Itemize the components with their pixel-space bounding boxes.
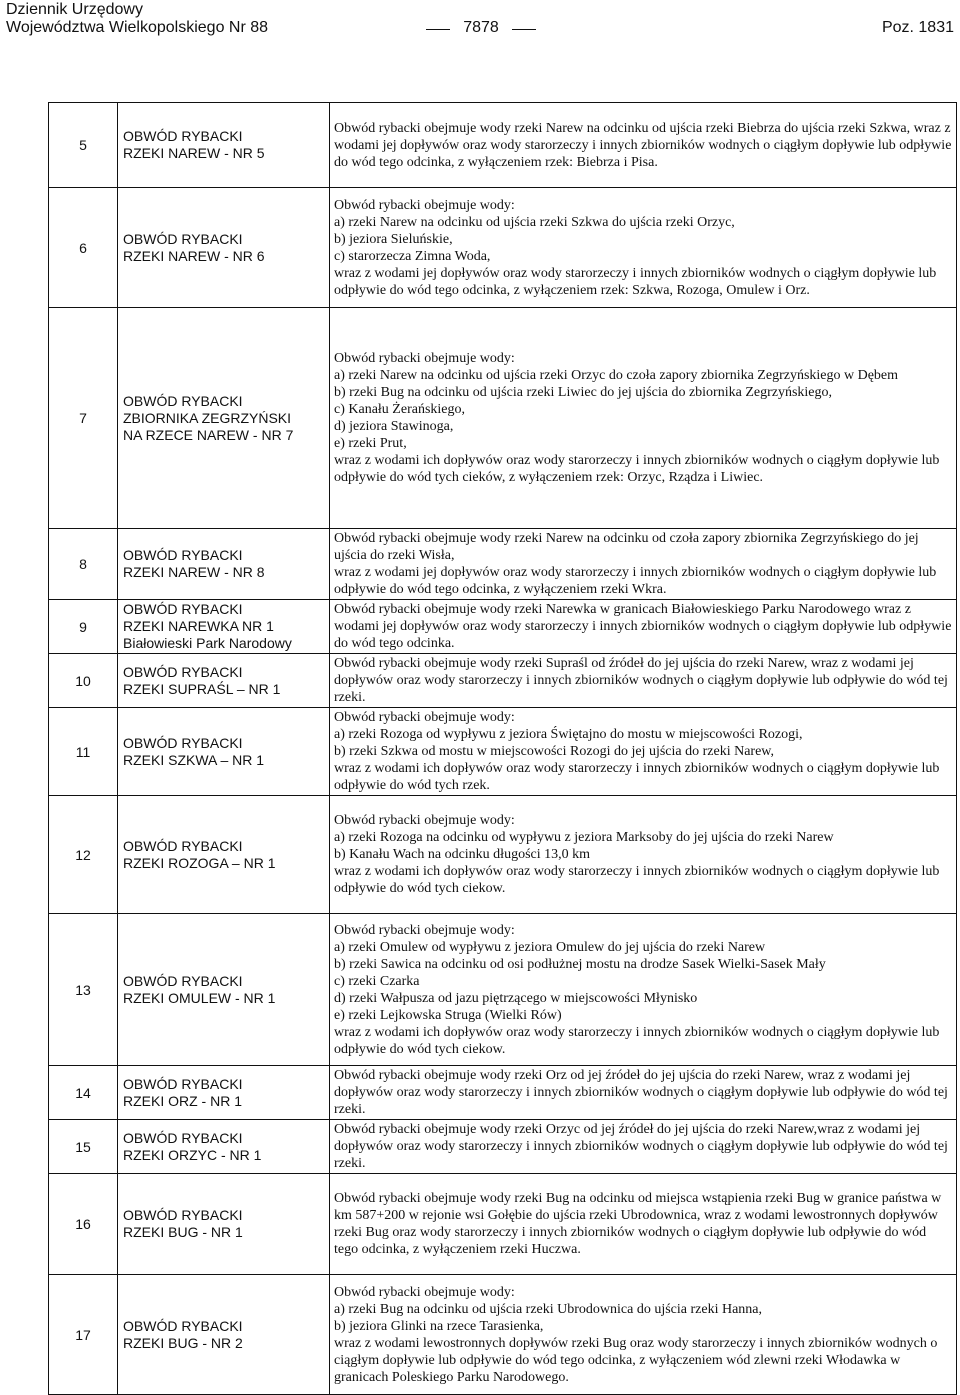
description-line: c) starorzecza Zimna Woda, (334, 248, 491, 264)
fishing-districts-table (48, 102, 957, 1395)
table-row (49, 654, 957, 708)
description-line: c) rzeki Czarka (334, 973, 420, 989)
district-name: OBWÓD RYBACKI RZEKI NAREW - NR 8 (118, 529, 330, 600)
table-row (49, 796, 957, 914)
table-row (49, 529, 957, 600)
row-number: 7 (49, 308, 118, 529)
description-line: wraz z wodami ich dopływów oraz wody starorzeczy i innych zbiorników wodnych o ciągłym dopływie lub odpływie do wód tych cieków, z wyłączeniem rzek: Orzyc, Rządza i Liwiec. (334, 453, 940, 485)
description-line: d) jeziora Stawinoga, (334, 419, 454, 434)
row-number: 10 (49, 654, 118, 708)
row-number: 14 (49, 1066, 118, 1120)
table-row (49, 1120, 957, 1174)
description-line: Obwód rybacki obejmuje wody rzeki Supraśl od źródeł do jej ujścia do rzeki Narew, wraz z wodami jej dopływów oraz wody starorzeczy i innych zbiorników wodnych o ciągłym dopływie lub odpływie do wód tej rzeki. (334, 656, 948, 705)
description-line: c) Kanału Żerańskiego, (334, 402, 465, 417)
description-line: e) rzeki Prut, (334, 436, 407, 451)
description-line: b) rzeki Szkwa od mostu w miejscowości Rozogi do jej ujścia do rzeki Narew, (334, 744, 774, 759)
table-row (49, 914, 957, 1066)
table-row (49, 188, 957, 308)
page-number: 7878 (426, 19, 536, 37)
row-number: 15 (49, 1120, 118, 1174)
district-name: OBWÓD RYBACKI ZBIORNIKA ZEGRZYŃSKI NA RZECE NAREW - NR 7 (118, 308, 330, 529)
row-number: 17 (49, 1275, 118, 1395)
description-line: a) rzeki Bug na odcinku od ujścia rzeki Ubrodownica do ujścia rzeki Hanna, (334, 1301, 763, 1317)
row-number: 11 (49, 708, 118, 796)
description-line: Obwód rybacki obejmuje wody: (334, 1284, 515, 1300)
description-line: wraz z wodami jej dopływów oraz wody starorzeczy i innych zbiorników wodnych o ciągłym dopływie lub odpływie do wód tego odcinka, z wyłączeniem rzeki Wkra. (334, 565, 937, 597)
district-description (330, 188, 957, 308)
row-number: 8 (49, 529, 118, 600)
district-name: OBWÓD RYBACKI RZEKI NAREW - NR 6 (118, 188, 330, 308)
description-line: b) jeziora Glinki na rzece Tarasienka, (334, 1318, 544, 1334)
district-name: OBWÓD RYBACKI RZEKI SZKWA – NR 1 (118, 708, 330, 796)
district-description (330, 1066, 957, 1120)
district-name: OBWÓD RYBACKI RZEKI NAREWKA NR 1 Białowieski Park Narodowy (118, 600, 330, 654)
description-line: wraz z wodami ich dopływów oraz wody starorzeczy i innych zbiorników wodnych o ciągłym dopływie lub odpływie do wód tych ciekow. (334, 1024, 940, 1057)
district-name: OBWÓD RYBACKI RZEKI OMULEW - NR 1 (118, 914, 330, 1066)
district-description (330, 914, 957, 1066)
district-description (330, 796, 957, 914)
row-number: 9 (49, 600, 118, 654)
description-line: Obwód rybacki obejmuje wody: (334, 710, 515, 725)
description-line: Obwód rybacki obejmuje wody rzeki Orzyc od jej źródeł do jej ujścia do rzeki Narew,wraz z wodami jej dopływów oraz wody starorzeczy i innych zbiorników wodnych o ciągłym dopływie lub odpływie do wód tej rzeki. (334, 1122, 948, 1171)
district-description (330, 654, 957, 708)
description-line: b) rzeki Bug na odcinku od ujścia rzeki Liwiec do jej ujścia do zbiornika Zegrzyńskiego, (334, 385, 833, 400)
journal-issue: Województwa Wielkopolskiego Nr 88 (6, 19, 269, 36)
district-description (330, 708, 957, 796)
table-row (49, 1174, 957, 1275)
district-name: OBWÓD RYBACKI RZEKI ORZYC - NR 1 (118, 1120, 330, 1174)
table-row (49, 600, 957, 654)
description-line: a) rzeki Rozoga na odcinku od wypływu z jeziora Marksoby do jej ujścia do rzeki Narew (334, 830, 834, 845)
district-name: OBWÓD RYBACKI RZEKI ORZ - NR 1 (118, 1066, 330, 1120)
description-line: wraz z wodami jej dopływów oraz wody starorzeczy i innych zbiorników wodnych o ciągłym dopływie lub odpływie do wód tego odcinka, z wyłączeniem rzek: Szkwa, Rozoga, Omulew i Orz. (334, 265, 937, 298)
row-number: 16 (49, 1174, 118, 1275)
description-line: b) Kanału Wach na odcinku długości 13,0 km (334, 847, 591, 862)
row-number: 6 (49, 188, 118, 308)
row-number: 5 (49, 103, 118, 188)
description-line: a) rzeki Narew na odcinku od ujścia rzeki Szkwa do ujścia rzeki Orzyc, (334, 214, 735, 230)
description-line: a) rzeki Omulew od wypływu z jeziora Omulew do jej ujścia do rzeki Narew (334, 939, 766, 955)
description-line: a) rzeki Narew na odcinku od ujścia rzeki Orzyc do czoła zapory zbiornika Zegrzyńskiego w Dębem (334, 368, 899, 383)
description-line: Obwód rybacki obejmuje wody rzeki Orz od jej źródeł do jej ujścia do rzeki Narew, wraz z wodami jej dopływów oraz wody starorzeczy i innych zbiorników wodnych o ciągłym dopływie lub odpływie do wód tej rzeki. (334, 1068, 948, 1117)
table-row (49, 103, 957, 188)
description-line: Obwód rybacki obejmuje wody: (334, 197, 515, 213)
description-line: wraz z wodami lewostronnych dopływów rzeki Bug oraz wody starorzeczy i innych zbiorników wodnych o ciągłym dopływie lub odpływie do wód tego odcinka, z wyłączeniem wód zlewni rzeki Włodawka w granicach Poleskiego Parku Narodowego. (334, 1335, 938, 1385)
description-line: Obwód rybacki obejmuje wody rzeki Narew na odcinku od ujścia rzeki Biebrza do ujścia rzeki Szkwa, wraz z wodami jej dopływów oraz wody starorzeczy i innych zbiorników wodnych o ciągłym dopływie lub odpływie do wód tego odcinka, z wyłączeniem rzek: Biebrza i Pisa. (334, 120, 952, 170)
description-line: Obwód rybacki obejmuje wody rzeki Narew na odcinku od czoła zapory zbiornika Zegrzyńskiego do jej ujścia do rzeki Wisła, (334, 531, 919, 563)
row-number: 12 (49, 796, 118, 914)
table-row (49, 1275, 957, 1395)
description-line: b) jeziora Sieluńskie, (334, 231, 453, 247)
district-description (330, 600, 957, 654)
description-line: Obwód rybacki obejmuje wody: (334, 351, 515, 366)
district-name: OBWÓD RYBACKI RZEKI BUG - NR 2 (118, 1275, 330, 1395)
district-description (330, 1275, 957, 1395)
row-number: 13 (49, 914, 118, 1066)
table-row (49, 708, 957, 796)
position-number: Poz. 1831 (881, 19, 954, 36)
description-line: Obwód rybacki obejmuje wody: (334, 813, 515, 828)
district-name: OBWÓD RYBACKI RZEKI ROZOGA – NR 1 (118, 796, 330, 914)
district-name: OBWÓD RYBACKI RZEKI BUG - NR 1 (118, 1174, 330, 1275)
description-line: Obwód rybacki obejmuje wody rzeki Bug na odcinku od miejsca wstąpienia rzeki Bug w granice państwa w km 587+200 w rejonie wsi Gołębie do ujścia rzeki Ubrodownica, wraz z wodami lewostronnych dopływów rzeki Bug oraz wody starorzeczy i innych zbiorników wodnych o ciągłym dopływie lub odpływie do wód tego odcinka, z wyłączeniem rzeki Huczwa. (334, 1191, 942, 1257)
page-header (6, 0, 954, 44)
description-line: e) rzeki Lejkowska Struga (Wielki Rów) (334, 1007, 562, 1023)
description-line: a) rzeki Rozoga od wypływu z jeziora Świętajno do mostu w miejscowości Rozogi, (334, 727, 803, 742)
district-description (330, 529, 957, 600)
district-description (330, 1174, 957, 1275)
district-description (330, 1120, 957, 1174)
journal-title: Dziennik Urzędowy (6, 1, 143, 18)
description-line: d) rzeki Wałpusza od jazu piętrzącego w miejscowości Młynisko (334, 990, 698, 1006)
description-line: wraz z wodami ich dopływów oraz wody starorzeczy i innych zbiorników wodnych o ciągłym dopływie lub odpływie do wód tych ciekow. (334, 864, 940, 896)
district-description (330, 308, 957, 529)
district-description (330, 103, 957, 188)
description-line: Obwód rybacki obejmuje wody rzeki Narewka w granicach Białowieskiego Parku Narodowego wraz z wodami jej dopływów oraz wody starorzeczy i innych zbiorników wodnych o ciągłym dopływie lub odpływie do wód tego odcinka. (334, 602, 952, 651)
district-name: OBWÓD RYBACKI RZEKI SUPRAŚL – NR 1 (118, 654, 330, 708)
district-name: OBWÓD RYBACKI RZEKI NAREW - NR 5 (118, 103, 330, 188)
description-line: b) rzeki Sawica na odcinku od osi podłużnej mostu na drodze Sasek Wielki-Sasek Mały (334, 956, 826, 972)
description-line: Obwód rybacki obejmuje wody: (334, 922, 515, 938)
table-row (49, 308, 957, 529)
description-line: wraz z wodami ich dopływów oraz wody starorzeczy i innych zbiorników wodnych o ciągłym dopływie lub odpływie do wód tych rzek. (334, 761, 940, 793)
table-row (49, 1066, 957, 1120)
